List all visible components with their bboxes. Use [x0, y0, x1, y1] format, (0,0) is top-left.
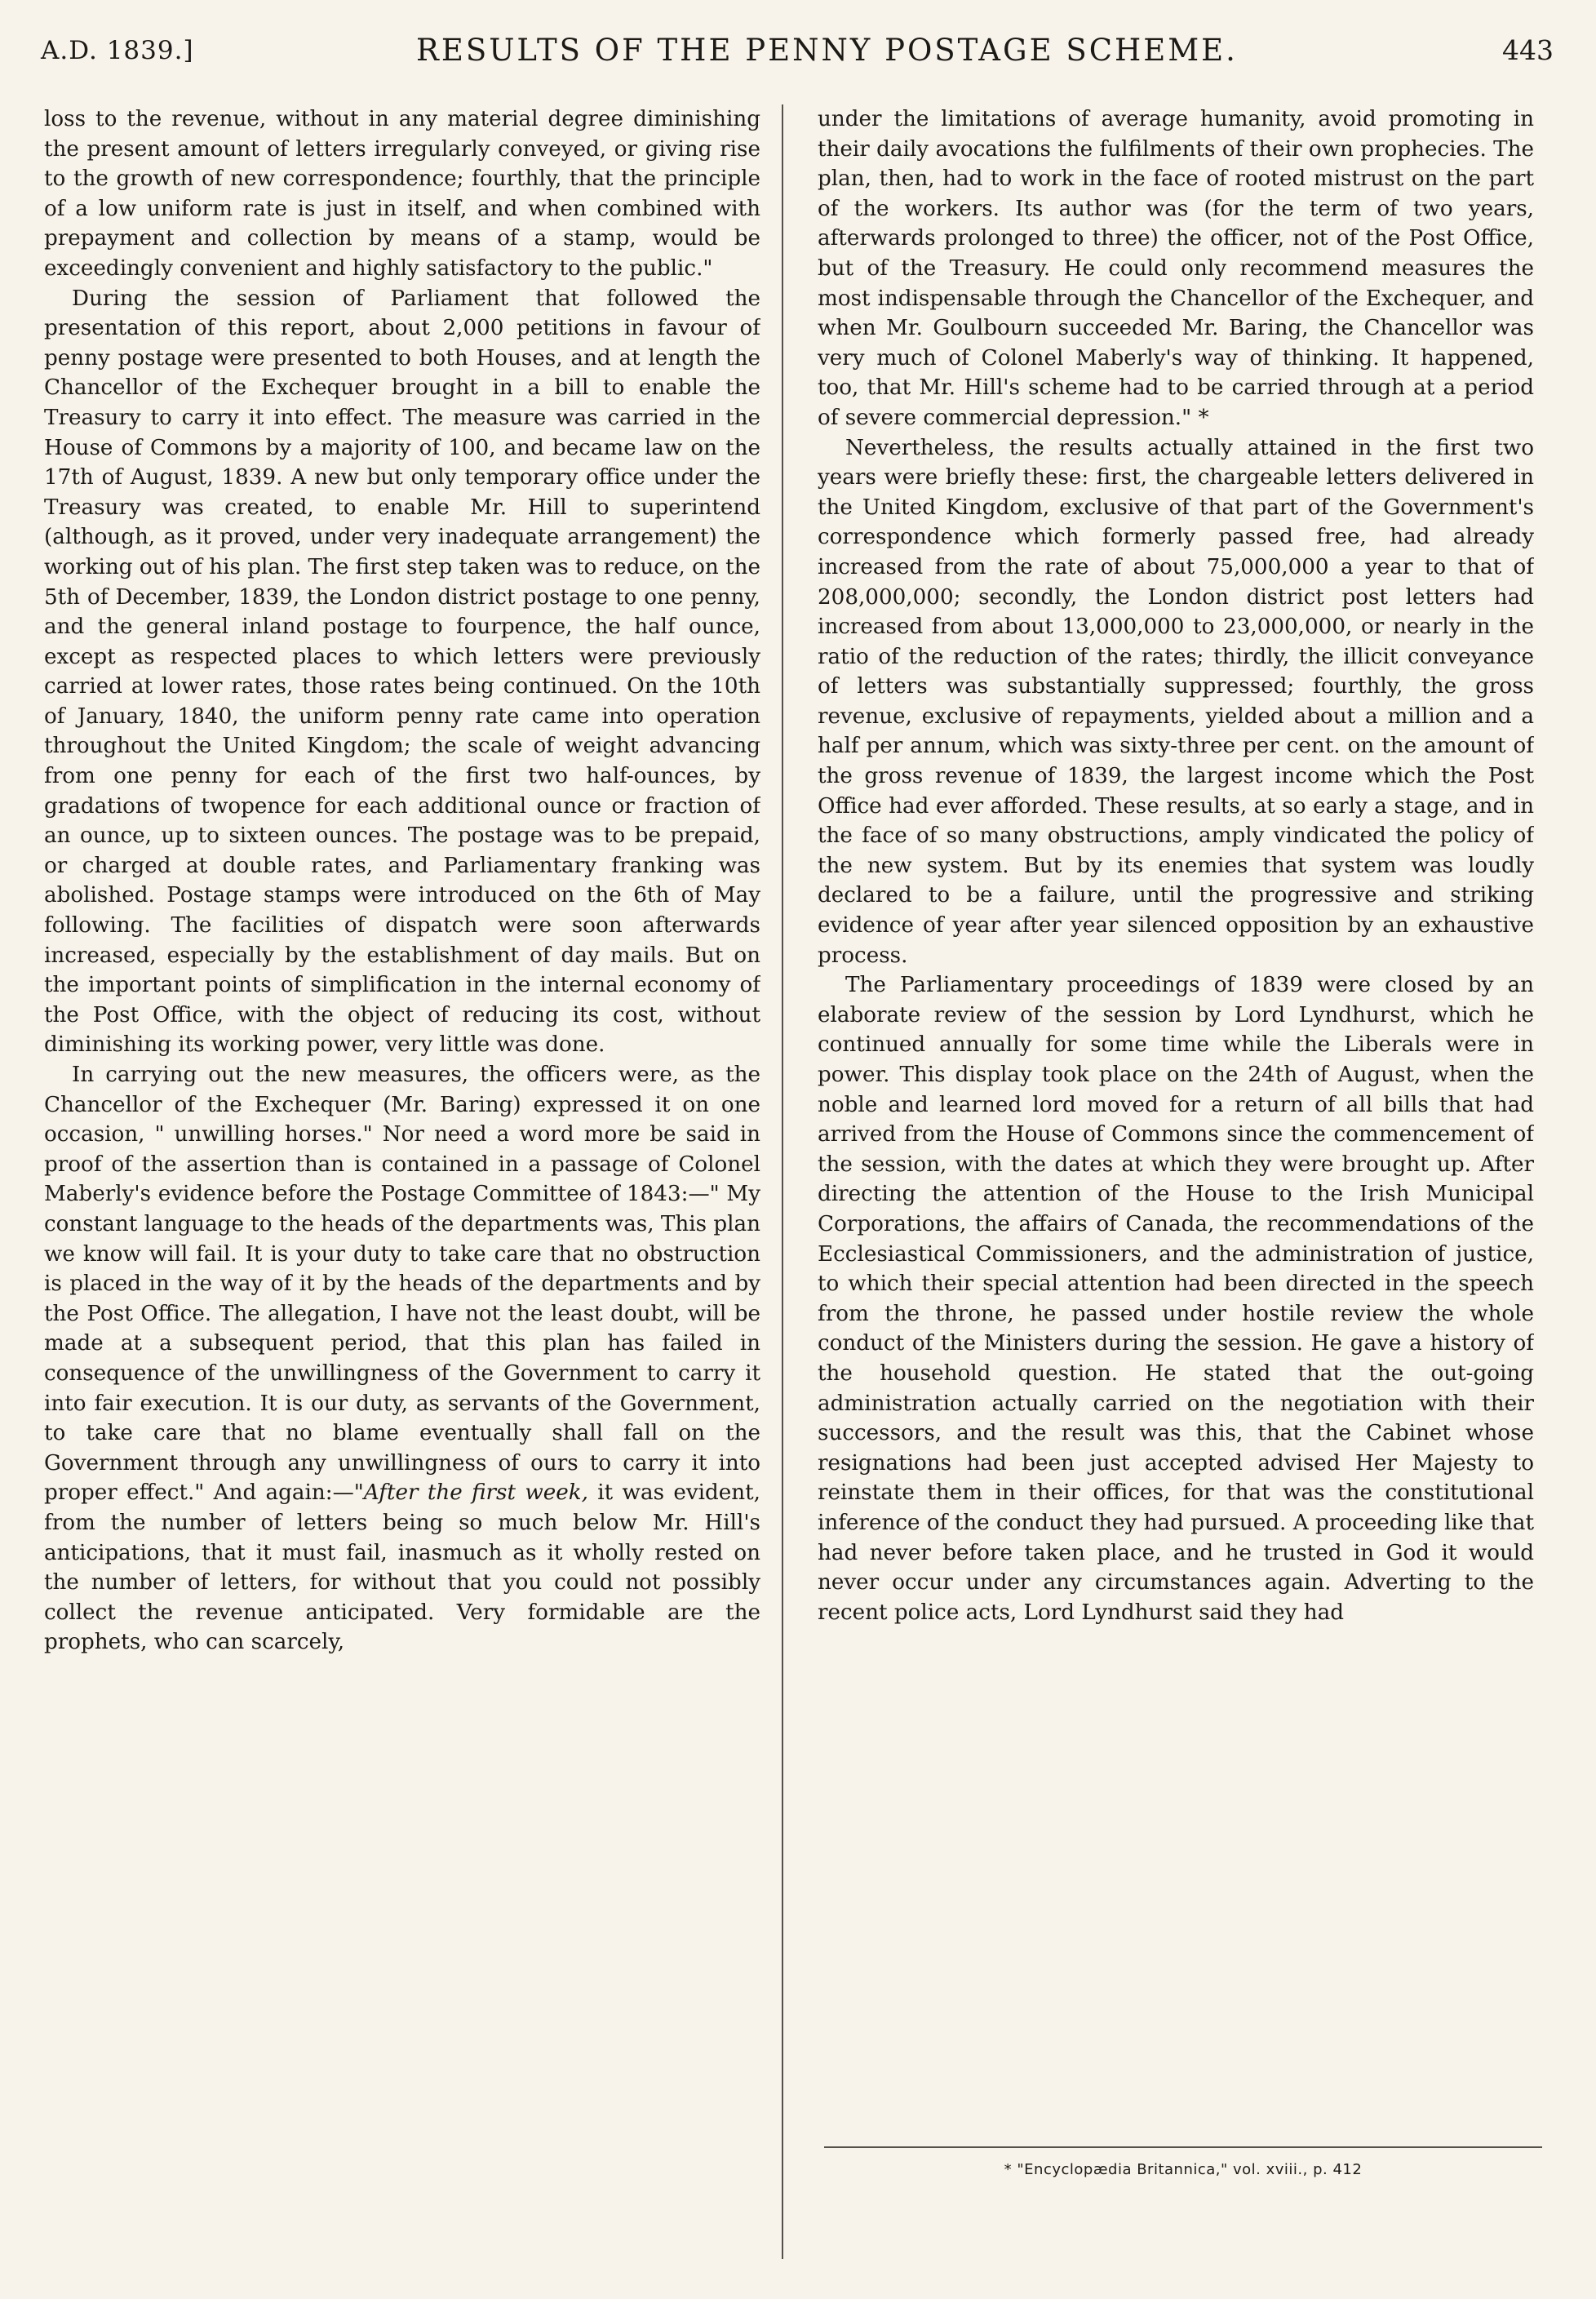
paragraph: Nevertheless, the results actually attained in the first two years were briefly these: first, the chargeable letters delivered in the United Kingdom, exclusive of that part of the Government's correspondence which formerly passed free, had already increased from the rate of about 75,000,000 a year to that of 208,000,000; secondly, the London district post letters had increased from about 13,000,000 to 23,000,000, or nearly in the ratio of the reduction of the rates; thirdly, the illicit conveyance of letters was substantially suppressed; fourthly, the gross revenue, exclusive of repayments, yielded about a million and a half per annum, which was sixty-three per cent. on the amount of the gross revenue of 1839, the largest income which the Post Office had ever afforded. These results, at so early a stage, and in the face of so many obstructions, amply vindicated the policy of the new system. But by its enemies that system was loudly declared to be a failure, until the progressive and striking evidence of year after year silenced opposition by an exhaustive process.	[818, 435, 1534, 968]
paragraph: During the session of Parliament that followed the presentation of this report, about 2,000 petitions in favour of penny postage were presented to both Houses, and at length the Chancellor of the Exchequer brought in a bill to enable the Treasury to carry it into effect. The measure was carried in the House of Commons by a majority of 100, and became law on the 17th of August, 1839. A new but only temporary office under the Treasury was created, to enable Mr. Hill to superintend (although, as it proved, under very inadequate arrangement) the working out of his plan. The first step taken was to reduce, on the 5th of December, 1839, the London district postage to one penny, and the general inland postage to fourpence, the half ounce, except as respected places to which letters were previously carried at lower rates, those rates being continued. On the 10th of January, 1840, the uniform penny rate came into operation throughout the United Kingdom; the scale of weight advancing from one penny for each of the first two half-ounces, by gradations of twopence for each additional ounce or fraction of an ounce, up to sixteen ounces. The postage was to be prepaid, or charged at double rates, and Parliamentary franking was abolished. Postage stamps were introduced on the 6th of May following. The facilities of dispatch were soon afterwards increased, especially by the establishment of day mails. But on the important points of simplification in the internal economy of the Post Office, with the object of reducing its cost, without diminishing its working power, very little was done.	[44, 286, 760, 1058]
paragraph: The Parliamentary proceedings of 1839 were closed by an elaborate review of the session by Lord Lyndhurst, which he continued annually for some time while the Liberals were in power. This display took place on the 24th of August, when the noble and learned lord moved for a return of all bills that had arrived from the House of Commons since the commencement of the session, with the dates at which they were brought up. After directing the attention of the House to the Irish Municipal Corporations, the affairs of Canada, the recommendations of the Ecclesiastical Commissioners, and the administration of justice, to which their special attention had been directed in the speech from the throne, he passed under hostile review the whole conduct of the Ministers during the session. He gave a history of the household question. He stated that the out-going administration actually carried on the negotiation with their successors, and the result was this, that the Cabinet whose resignations had been just accepted advised Her Majesty to reinstate them in their offices, for that was the constitutional inference of the conduct they had pursued. A proceeding like that had never before taken place, and he trusted in God it would never occur under any circumstances again. Adverting to the recent police acts, Lord Lyndhurst said they had	[818, 973, 1534, 1625]
page-header	[0, 0, 1596, 98]
paragraph: under the limitations of average humanity, avoid promoting in their daily avocations the fulfilments of their own prophecies. The plan, then, had to work in the face of rooted mistrust on the part of the workers. Its author was (for the term of two years, afterwards prolonged to three) the officer, not of the Post Office, but of the Treasury. He could only recommend measures the most indispensable through the Chancellor of the Exchequer, and when Mr. Goulbourn succeeded Mr. Baring, the Chancellor was very much of Colonel Maberly's way of thinking. It happened, too, that Mr. Hill's scheme had to be carried through at a period of severe commercial depression." *	[818, 107, 1534, 430]
left-column	[44, 104, 760, 2120]
header-date: A.D. 1839.]	[41, 36, 194, 65]
paragraph-text: In carrying out the new measures, the officers were, as the Chancellor of the Exchequer (Mr. Baring) expressed it on one occasion, " unwilling horses." Nor need a word more be said in proof of the assertion than is contained in a passage of Colonel Maberly's evidence before the Postage Committee of 1843:—" My constant language to the heads of the departments was, This plan we know will fail. It is your duty to take care that no obstruction is placed in the way of it by the heads of the departments and by the Post Office. The allegation, I have not the least doubt, will be made at a subsequent period, that this plan has failed in consequence of the unwillingness of the Government to carry it into fair execution. It is our duty, as servants of the Government, to take care that no blame eventually shall fall on the Government through any unwillingness of ours to carry it into proper effect." And again:—"	[44, 1063, 760, 1506]
footnote-rule	[824, 2146, 1542, 2148]
column-divider	[782, 104, 783, 2259]
paragraph	[44, 1060, 760, 1658]
right-column	[818, 104, 1534, 2120]
paragraph: loss to the revenue, without in any material degree diminishing the present amount of letters irregularly conveyed, or giving rise to the growth of new correspondence; fourthly, that the principle of a low uniform rate is just in itself, and when combined with prepayment and collection by means of a stamp, would be exceedingly convenient and highly satisfactory to the public."	[44, 107, 760, 281]
running-title: RESULTS OF THE PENNY POSTAGE SCHEME.	[416, 33, 1238, 68]
italic-quote: After the first week,	[363, 1480, 588, 1506]
page-number: 443	[1502, 34, 1554, 66]
paragraph-text: it was evident, from the number of letters being so much below Mr. Hill's anticipations, that it must fail, inasmuch as it wholly rested on the number of letters, for without that you could not possibly collect the revenue anticipated. Very formidable are the prophets, who can scarcely,	[44, 1480, 760, 1655]
footnote: * "Encyclopædia Britannica," vol. xviii., p. 412	[1004, 2161, 1363, 2178]
